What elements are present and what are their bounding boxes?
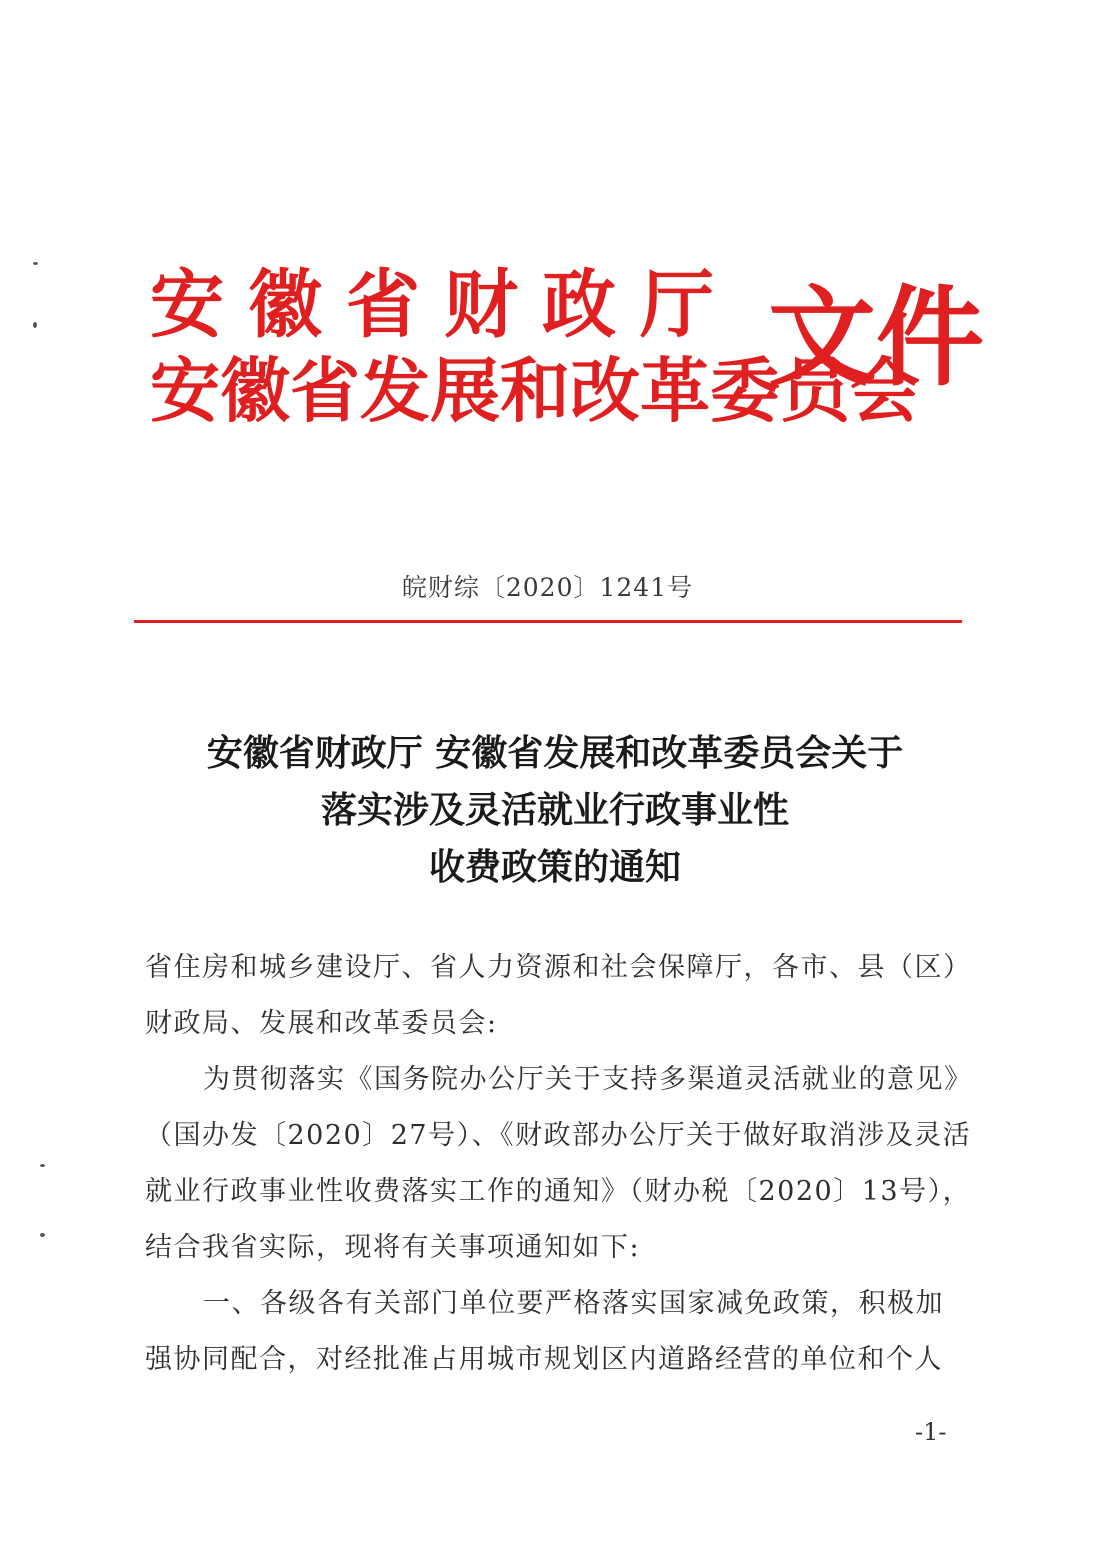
paragraph-line: 一、各级各有关部门单位要严格落实国家减免政策，积极加 [203, 1288, 944, 1319]
title-line-3: 收费政策的通知 [428, 847, 681, 888]
page-number: -1- [915, 1418, 947, 1446]
paragraph-line: 结合我省实际，现将有关事项通知如下: [145, 1232, 641, 1263]
scan-speck [40, 1233, 45, 1237]
document-header [0, 0, 1095, 470]
document-word: 文件 [768, 275, 985, 401]
issuer-development-reform-commission: 安徽省发展和改革委员会 [150, 349, 920, 432]
red-divider [134, 620, 962, 623]
recipients-line-2: 财政局、发展和改革委员会: [145, 1008, 498, 1039]
scan-speck [33, 262, 38, 265]
scan-speck [40, 1164, 45, 1167]
scan-speck [33, 322, 37, 328]
paragraph-line: 就业行政事业性收费落实工作的通知》（财办税〔2020〕13号）， [145, 1176, 972, 1207]
recipients-line-1: 省住房和城乡建设厅、省人力资源和社会保障厅，各市、县（区） [145, 952, 972, 983]
paragraph-line: 为贯彻落实《国务院办公厅关于支持多渠道灵活就业的意见》 [203, 1064, 973, 1095]
title-line-1: 安徽省财政厅 安徽省发展和改革委员会关于 [206, 733, 904, 774]
title-line-2: 落实涉及灵活就业行政事业性 [320, 790, 789, 831]
document-body [145, 940, 973, 1388]
issuer-finance-department: 安徽省财政厅 [150, 262, 738, 348]
document-title [110, 725, 1000, 896]
document-number: 皖财综〔2020〕1241号 [401, 573, 694, 602]
paragraph-line: （国办发〔2020〕27号）、《财政部办公厅关于做好取消涉及灵活 [145, 1120, 972, 1151]
paragraph-line: 强协同配合，对经批准占用城市规划区内道路经营的单位和个人 [145, 1344, 943, 1375]
